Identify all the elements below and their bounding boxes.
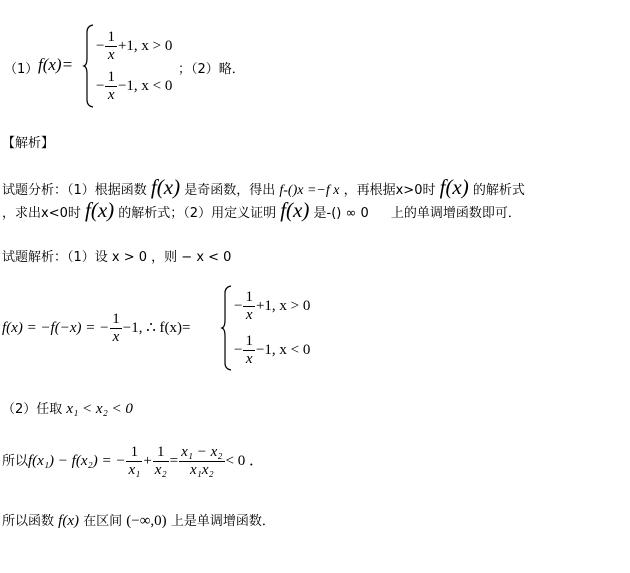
- solution-line-1: 试题解析：（1）设 x > 0 ，则 − x < 0: [2, 250, 232, 265]
- answer-case-1: − $\frac{1}{x}$ +1, x > 0: [96, 29, 173, 63]
- solution-case-2: − $\frac{1}{x}$ −1, x < 0: [234, 333, 311, 367]
- solution-brace-icon: [222, 285, 232, 371]
- part2-line: （2）任取 x₁ < x₂ < 0: [2, 401, 133, 417]
- solution-equation: f(x) = −f(−x) = − $\frac{1}{x}$ −1, ∴ f(x)=: [2, 311, 191, 345]
- final-line: 所以函数 f(x) 在区间 (−∞,0) 上是单调增函数．: [2, 513, 275, 529]
- analysis-line-2: ，求出x<0时 f(x) 的解析式；（2）用定义证明 f(x) 是-() ∞ 0 上的单调增函数即可．: [2, 198, 521, 222]
- analysis-heading: 【解析】: [2, 136, 55, 151]
- answer-case-2: − $\frac{1}{x}$ −1, x < 0: [96, 69, 173, 103]
- answer-brace-icon: [84, 24, 94, 108]
- answer-part2: ；（2）略．: [178, 62, 245, 77]
- so-line: 所以f(x₁) − f(x₂) = − $\frac{1}{\text{x₁}}$ + $\frac{1}{\text{x₂}}$ = $\frac{\text{x₁ − x₂}}{\text{x₁x₂}}$ < 0 ．: [2, 444, 264, 478]
- solution-case-1: − $\frac{1}{x}$ +1, x > 0: [234, 289, 311, 323]
- answer-fx: f(x)=: [38, 55, 74, 74]
- answer-label: （1）: [4, 62, 39, 77]
- analysis-line-1: 试题分析：（1）根据函数 f(x) 是奇函数，得出 f-()x =−f x ，再根据x>0时 f(x) 的解析式: [2, 175, 525, 199]
